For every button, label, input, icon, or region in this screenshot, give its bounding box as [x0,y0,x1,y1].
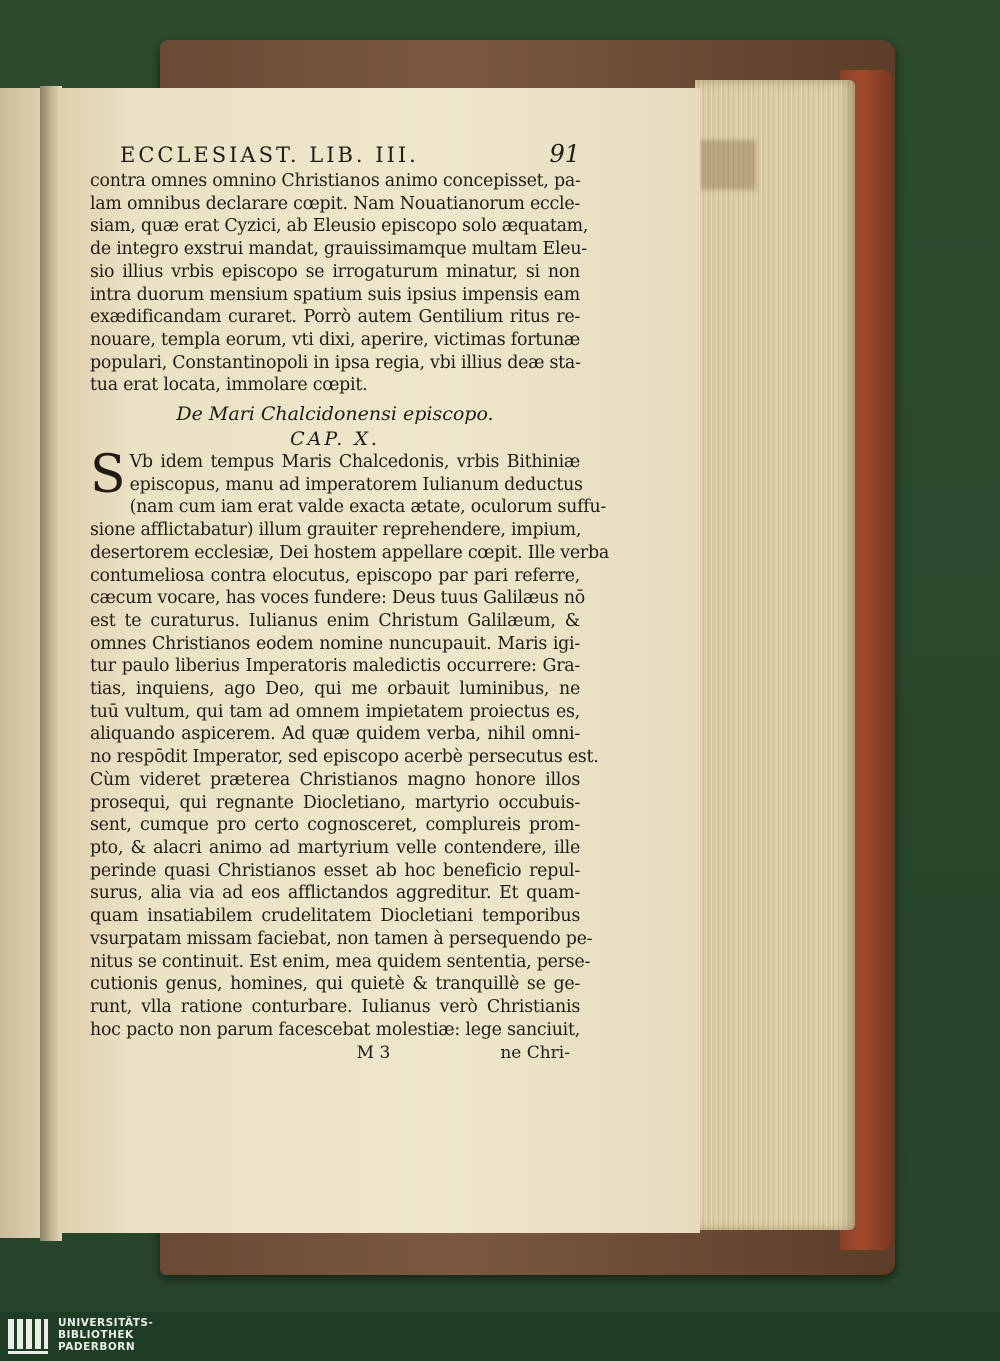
text-line: desertorem ecclesiæ, Dei hostem appellare cœpit. Ille verba [90,542,609,563]
text-line: sent, cumque pro certo cognosceret, complureis prom- [90,815,580,836]
text-line: vsurpatam missam faciebat, non tamen à persequendo pe- [90,928,593,949]
text-line: surus, alia via ad eos afflictandos aggreditur. Et quam- [90,883,580,904]
text-line: lam omnibus declarare cœpit. Nam Nouatianorum eccle- [90,193,580,214]
page-number: 91 [549,140,580,168]
text-line: (nam cum iam erat valde exacta ætate, oculorum suffu- [129,497,607,518]
text-line: cutionis genus, homines, qui quietè & tranquillè se ge- [90,974,580,995]
text-line: tur paulo liberius Imperatoris maledictis occurrere: Gra- [90,656,580,677]
chapter-heading: CAP. X. [290,428,380,451]
text-line: contra omnes omnino Christianos animo concepisset, pa- [90,171,581,191]
section-title: De Mari Chalcidonensi episcopo. [176,403,494,426]
text-line: tua erat locata, immolare cœpit. [90,375,368,396]
text-line: runt, vlla ratione conturbare. Iulianus verò Christianis [90,996,580,1017]
text-line: exædificandam curaret. Porrò autem Gentilium ritus re- [90,307,580,328]
library-name-line: UNIVERSITÄTS- [58,1317,154,1329]
text-line: prosequi, qui regnante Diocletiano, martyrio occubuis- [90,792,580,813]
text-line: no respōdit Imperator, sed episcopo acerbè persecutus est. [90,747,599,768]
catchword: ne Chri- [500,1043,570,1064]
text-line: siam, quæ erat Cyzici, ab Eleusio episcopo solo æquatam, [90,216,589,237]
text-line: intra duorum mensium spatium suis ipsius impensis eam [90,284,580,305]
paragraph-2 [90,445,609,1041]
library-logo-icon [6,1315,50,1357]
text-line: cæcum vocare, has voces fundere: Deus tuus Galilæus nō [90,588,586,609]
library-name [58,1317,153,1353]
text-line: contumeliosa contra elocutus, episcopo par pari referre, [90,565,580,586]
library-name-line: BIBLIOTHEK [58,1329,134,1341]
page-block-edges [695,80,855,1230]
text-line: Vb idem tempus Maris Chalcedonis, vrbis Bithiniæ [129,452,580,473]
text-line: aliquando aspicerem. Ad quæ quidem verba, nihil omni- [90,724,580,745]
text-line: est te curaturus. Iulianus enim Christum Galilæum, & [90,610,580,631]
library-name-line: PADERBORN [58,1341,136,1353]
text-line: de integro exstrui mandat, grauissimamque multam Eleu- [90,239,587,260]
text-line: quam insatiabilem crudelitatem Diocletiani temporibus [90,906,580,927]
text-line: nouare, templa eorum, vti dixi, aperire, victimas fortunæ [90,329,580,350]
text-line: omnes Christianos eodem nomine nuncupauit. Maris igi- [90,633,580,654]
text-line: episcopus, manu ad imperatorem Iulianum deductus [129,474,583,495]
text-line: populari, Constantinopoli in ipsa regia, vbi illius deæ sta- [90,352,581,373]
running-title: ECCLESIAST. LIB. III. [120,143,419,167]
page-edge-stain [700,140,756,190]
drop-capital: S [90,445,126,506]
text-line: tias, inquiens, ago Deo, qui me orbauit luminibus, ne [90,679,580,700]
page-text [90,140,609,1064]
text-line: hoc pacto non parum facescebat molestiæ: lege sanciuit, [90,1019,580,1040]
text-line: sio illius vrbis episcopo se irrogaturum minatur, si non [90,261,580,282]
footer-bar [0,1312,1000,1361]
text-line: Cùm videret præterea Christianos magno honore illos [90,769,580,790]
paragraph-1 [90,170,589,397]
text-line: sione afflictabatur) illum grauiter reprehendere, impium, [90,520,582,541]
text-line: nitus se continuit. Est enim, mea quidem sententia, perse- [90,951,591,972]
running-header [120,140,580,168]
text-line: pto, & alacri animo ad martyrium velle contendere, ille [90,837,580,858]
text-line: perinde quasi Christianos esset ab hoc beneficio repul- [90,860,580,881]
page-footer [90,1043,580,1063]
signature-mark: M 3 [356,1043,391,1064]
text-line: tuū vultum, qui tam ad omnem impietatem proiectus es, [90,701,580,722]
